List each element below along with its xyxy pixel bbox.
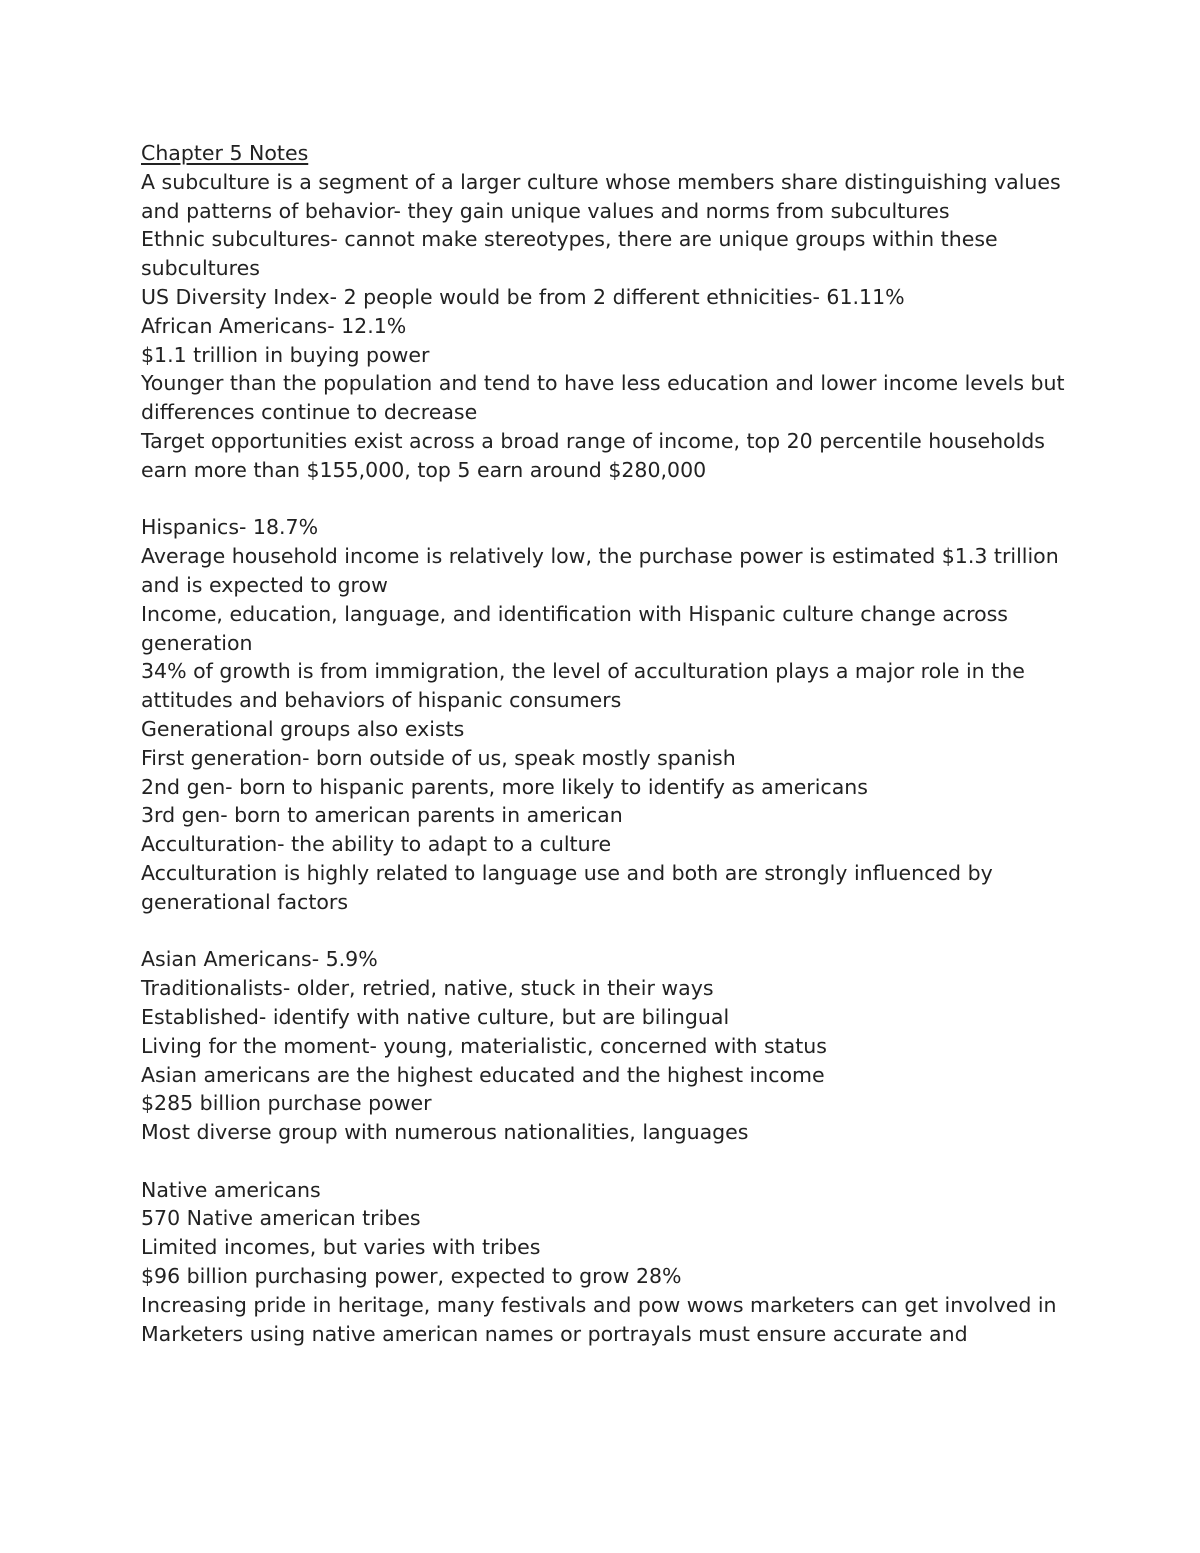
blank-line bbox=[141, 1147, 1066, 1176]
text-line: Average household income is relatively low, the purchase power is estimated $1.3 trillion and is expected to grow bbox=[141, 544, 1059, 597]
blank-line bbox=[141, 485, 1066, 514]
text-line: Living for the moment- young, materialistic, concerned with status bbox=[141, 1033, 827, 1058]
text-line: 2nd gen- born to hispanic parents, more likely to identify as americans bbox=[141, 774, 868, 799]
text-line: Acculturation is highly related to language use and both are strongly influenced by generational factors bbox=[141, 860, 993, 914]
document-body bbox=[141, 139, 1066, 1348]
asian-americans-section bbox=[141, 945, 1066, 1147]
text-line: A subculture is a segment of a larger culture whose members share distinguishing values and patterns of behavior- they gain unique values and norms from subcultures bbox=[141, 169, 1061, 223]
text-line: First generation- born outside of us, speak mostly spanish bbox=[141, 745, 736, 770]
section-heading: Asian Americans- 5.9% bbox=[141, 947, 378, 972]
hispanics-section bbox=[141, 513, 1066, 916]
text-line: $1.1 trillion in buying power bbox=[141, 342, 430, 367]
text-line: Increasing pride in heritage, many festivals and pow wows marketers can get involved in bbox=[141, 1292, 1057, 1317]
text-line: 34% of growth is from immigration, the level of acculturation plays a major role in the attitudes and behaviors of hispanic consumers bbox=[141, 659, 1025, 713]
text-line: $285 billion purchase power bbox=[141, 1091, 432, 1116]
text-line: Established- identify with native culture, but are bilingual bbox=[141, 1004, 730, 1029]
text-line: Acculturation- the ability to adapt to a culture bbox=[141, 832, 612, 857]
text-line: US Diversity Index- 2 people would be from 2 different ethnicities- 61.11% bbox=[141, 284, 905, 309]
text-line: Asian americans are the highest educated and the highest income bbox=[141, 1062, 825, 1087]
text-line: 570 Native american tribes bbox=[141, 1206, 421, 1231]
section-heading: Native americans bbox=[141, 1177, 321, 1202]
intro-section bbox=[141, 168, 1066, 485]
native-americans-section bbox=[141, 1176, 1066, 1349]
text-line: $96 billion purchasing power, expected to grow 28% bbox=[141, 1264, 682, 1289]
document-title: Chapter 5 Notes bbox=[141, 141, 309, 165]
blank-line bbox=[141, 917, 1066, 946]
text-line: Income, education, language, and identification with Hispanic culture change across generation bbox=[141, 601, 1008, 655]
text-line: Marketers using native american names or portrayals must ensure accurate and bbox=[141, 1321, 968, 1346]
text-line: Younger than the population and tend to have less education and lower income levels but differences continue to decrease bbox=[141, 371, 1065, 425]
text-line: African Americans- 12.1% bbox=[141, 313, 407, 338]
text-line: Limited incomes, but varies with tribes bbox=[141, 1235, 541, 1260]
text-line: Ethnic subcultures- cannot make stereotypes, there are unique groups within these subcultures bbox=[141, 227, 998, 281]
text-line: Traditionalists- older, retried, native, stuck in their ways bbox=[141, 976, 714, 1001]
text-line: Most diverse group with numerous nationalities, languages bbox=[141, 1120, 749, 1145]
text-line: Generational groups also exists bbox=[141, 716, 465, 741]
text-line: 3rd gen- born to american parents in american bbox=[141, 803, 623, 828]
text-line: Target opportunities exist across a broad range of income, top 20 percentile households earn more than $155,000, top 5 earn around $280,000 bbox=[141, 428, 1045, 482]
section-heading: Hispanics- 18.7% bbox=[141, 515, 319, 540]
